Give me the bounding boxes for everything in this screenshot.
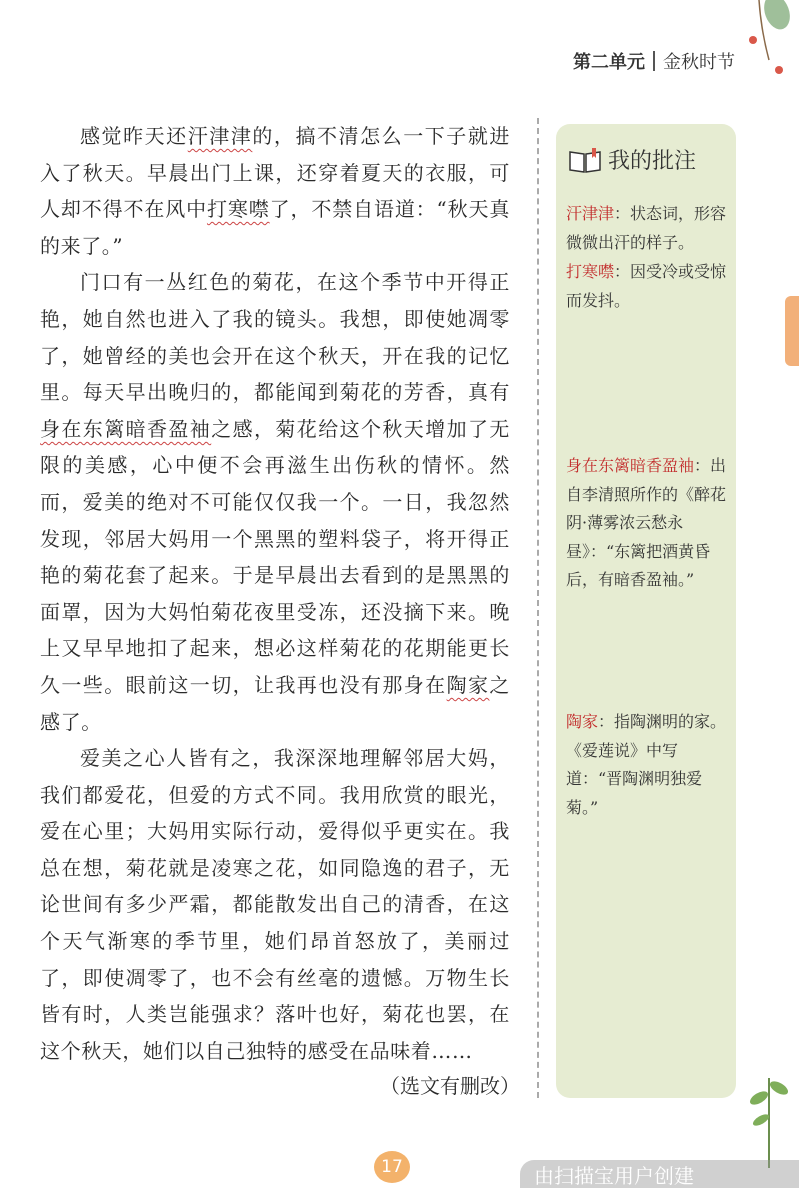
paragraph-3	[40, 740, 510, 1069]
chapter-tab	[785, 296, 799, 366]
open-book-icon	[568, 146, 602, 174]
sprout-decoration-icon	[739, 1058, 799, 1168]
page-number: 17	[374, 1151, 410, 1183]
note-text: ：状态词，形容微微出汗的样子。	[566, 204, 727, 252]
note-term: 陶家	[566, 712, 599, 731]
annotated-term: 陶家	[446, 672, 490, 697]
source-note: （选文有删改）	[380, 1074, 520, 1098]
note-term: 汗津津	[566, 204, 615, 223]
annotation-title-text: 我的批注	[608, 149, 697, 174]
note-1	[566, 200, 732, 257]
note-text: ：因受冷或受惊而发抖。	[566, 262, 727, 310]
note-term: 打寒噤	[566, 262, 615, 281]
text-run: 感觉昨天还	[80, 124, 188, 148]
annotation-title	[568, 144, 696, 175]
unit-header	[573, 48, 735, 74]
note-text: ：出自李清照所作的《醉花阴·薄雾浓云愁永昼》：“东篱把酒黄昏后，有暗香盈袖。”	[566, 456, 727, 589]
plant-decoration-icon	[739, 0, 799, 80]
note-text: ：指陶渊明的家。《爱莲说》中写道：“晋陶渊明独爱菊。”	[566, 712, 727, 817]
header-divider	[653, 51, 655, 71]
note-2	[566, 258, 732, 315]
annotated-term: 汗津津	[187, 124, 253, 148]
scanner-watermark: 由扫描宝用户创建	[520, 1160, 799, 1188]
annotated-term: 打寒噤	[206, 197, 270, 222]
text-run: 了，不禁自语道：“秋天真的来了。”	[40, 197, 510, 258]
paragraph-1	[40, 118, 510, 264]
note-term: 身在东篱暗香盈袖	[566, 456, 695, 475]
note-3	[566, 452, 732, 595]
unit-theme: 金秋时节	[663, 52, 735, 73]
text-run: 之感了。	[40, 672, 511, 734]
text-run: 门口有一丛红色的菊花，在这个季节中开得正艳，她自然也进入了我的镜头。我想，即使她凋零了，她曾经的美也会开在这个秋天，开在我的记忆里。每天早出晚归的，都能闻到菊花的芳香，真有	[40, 270, 510, 405]
paragraph-2	[40, 264, 510, 740]
column-divider	[537, 118, 539, 1098]
note-4	[566, 708, 732, 822]
annotated-term: 身在东篱暗香盈袖	[40, 416, 212, 441]
text-run: 爱美之心人皆有之，我深深地理解邻居大妈，我们都爱花，但爱的方式不同。我用欣赏的眼光，爱在心里；大妈用实际行动，爱得似乎更实在。我总在想，菊花就是凌寒之花，如同隐逸的君子，无论世间有多少严霜，都能散发出自己的清香，在这个天气渐寒的季节里，她们昂首怒放了，美丽过了，即使凋零了，也不会有丝毫的遗憾。万物生长皆有时，人类岂能强求？落叶也好，菊花也罢，在这个秋天，她们以自己独特的感受在品味着……	[40, 746, 510, 1063]
text-run: 之感，菊花给这个秋天增加了无限的美感，心中便不会再滋生出伤秋的情怀。然而，爱美的绝对不可能仅仅我一个。一日，我忽然发现，邻居大妈用一个黑黑的塑料袋子，将开得正艳的菊花套了起来。于是早晨出去看到的是黑黑的面罩，因为大妈怕菊花夜里受冻，还没摘下来。晚上又早早地扣了起来，想必这样菊花的花期能更长久一些。眼前这一切，让我再也没有那身在	[40, 416, 510, 697]
unit-label: 第二单元	[573, 52, 645, 73]
article-body	[40, 118, 510, 1069]
text-run: 的，搞不清怎么一下子就进入了秋天。早晨出门上课，还穿着夏天的衣服，可人却不得不在风中	[40, 124, 510, 222]
